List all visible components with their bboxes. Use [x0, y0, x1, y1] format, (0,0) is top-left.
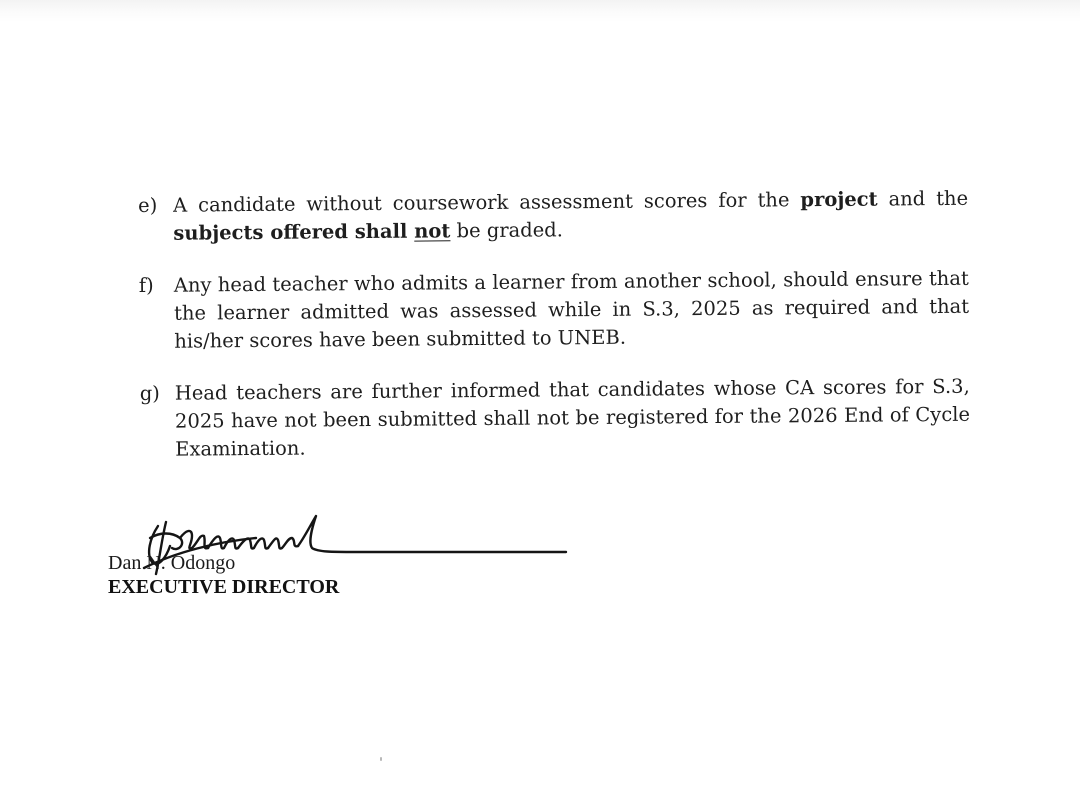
list-item-text: Any head teacher who admits a learner from another school, should ensure that the learner admitted was assessed while in S.3, 2025 as required and that his/her scores have been submitted to UNEB.	[173, 266, 970, 353]
list-item-e	[138, 185, 968, 248]
signatory-name: Dan N. Odongo	[108, 552, 236, 574]
list-marker: f)	[138, 273, 154, 297]
document-body	[138, 185, 971, 488]
scan-speck	[380, 757, 382, 761]
signature-block	[106, 508, 566, 608]
bold-text: project	[800, 187, 878, 212]
list-marker: e)	[138, 193, 158, 217]
list-item-g	[140, 373, 971, 464]
list-item-text: A candidate without coursework assessment scores for the project and the subjects offered shall not be graded.	[173, 186, 969, 245]
bold-underlined-text: not	[414, 219, 451, 243]
signatory-title: EXECUTIVE DIRECTOR	[108, 576, 340, 598]
list-marker: g)	[139, 381, 160, 405]
list-item-f	[139, 265, 970, 356]
bold-text: subjects offered shall	[173, 219, 415, 245]
list-item-text: Head teachers are further informed that candidates whose CA scores for S.3, 2025 have not been submitted shall not be registered for the 2026 End of Cycle Examination.	[174, 374, 971, 461]
